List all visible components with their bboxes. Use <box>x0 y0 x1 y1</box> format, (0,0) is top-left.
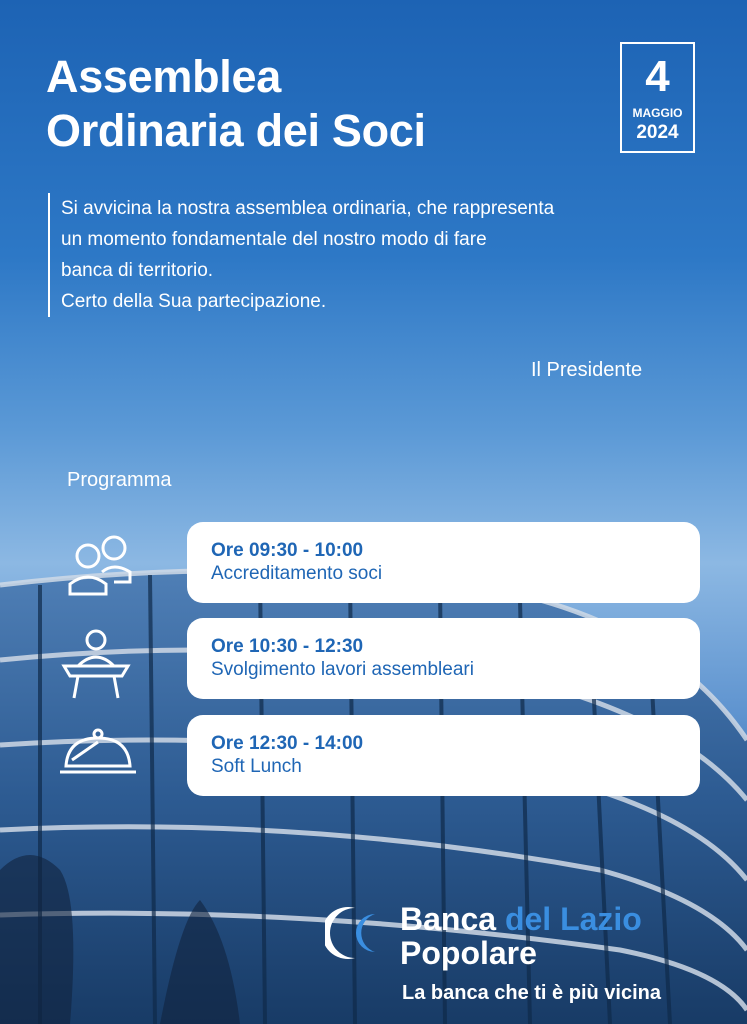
program-description: Accreditamento soci <box>211 563 383 584</box>
program-time: Ore 12:30 - 14:00 <box>211 733 364 754</box>
food-cloche-icon <box>58 728 138 780</box>
program-description: Svolgimento lavori assembleari <box>211 659 474 680</box>
signature: Il Presidente <box>531 359 643 381</box>
intro-line: un momento fondamentale del nostro modo di fare <box>61 229 487 250</box>
intro-line: Si avvicina la nostra assemblea ordinaria, che rappresenta <box>61 198 555 219</box>
program-item <box>187 715 700 796</box>
bank-logo-icon <box>325 900 391 966</box>
speaker-podium-icon <box>58 628 134 700</box>
intro-line: banca di territorio. <box>61 260 214 281</box>
program-heading: Programma <box>67 469 172 491</box>
title-line-2: Ordinaria dei Soci <box>46 105 426 156</box>
brand-name <box>400 902 642 970</box>
page-title <box>46 50 426 158</box>
intro-line: Certo della Sua partecipazione. <box>61 291 327 312</box>
date-month: MAGGIO <box>632 106 683 120</box>
brand-name-line2: Popolare <box>400 935 537 971</box>
program-item <box>187 522 700 603</box>
brand-name-part1: Banca <box>400 901 505 937</box>
program-time: Ore 10:30 - 12:30 <box>211 636 364 657</box>
brand-name-part2: del Lazio <box>504 901 642 937</box>
title-line-1: Assemblea <box>46 51 281 102</box>
date-day: 4 <box>645 52 670 101</box>
date-year: 2024 <box>636 122 679 143</box>
date-badge <box>620 42 695 153</box>
brand-tagline: La banca che ti è più vicina <box>402 982 661 1004</box>
program-item <box>187 618 700 699</box>
program-time: Ore 09:30 - 10:00 <box>211 540 364 561</box>
people-icon <box>66 532 136 598</box>
program-description: Soft Lunch <box>211 756 302 777</box>
intro-text <box>48 193 638 317</box>
